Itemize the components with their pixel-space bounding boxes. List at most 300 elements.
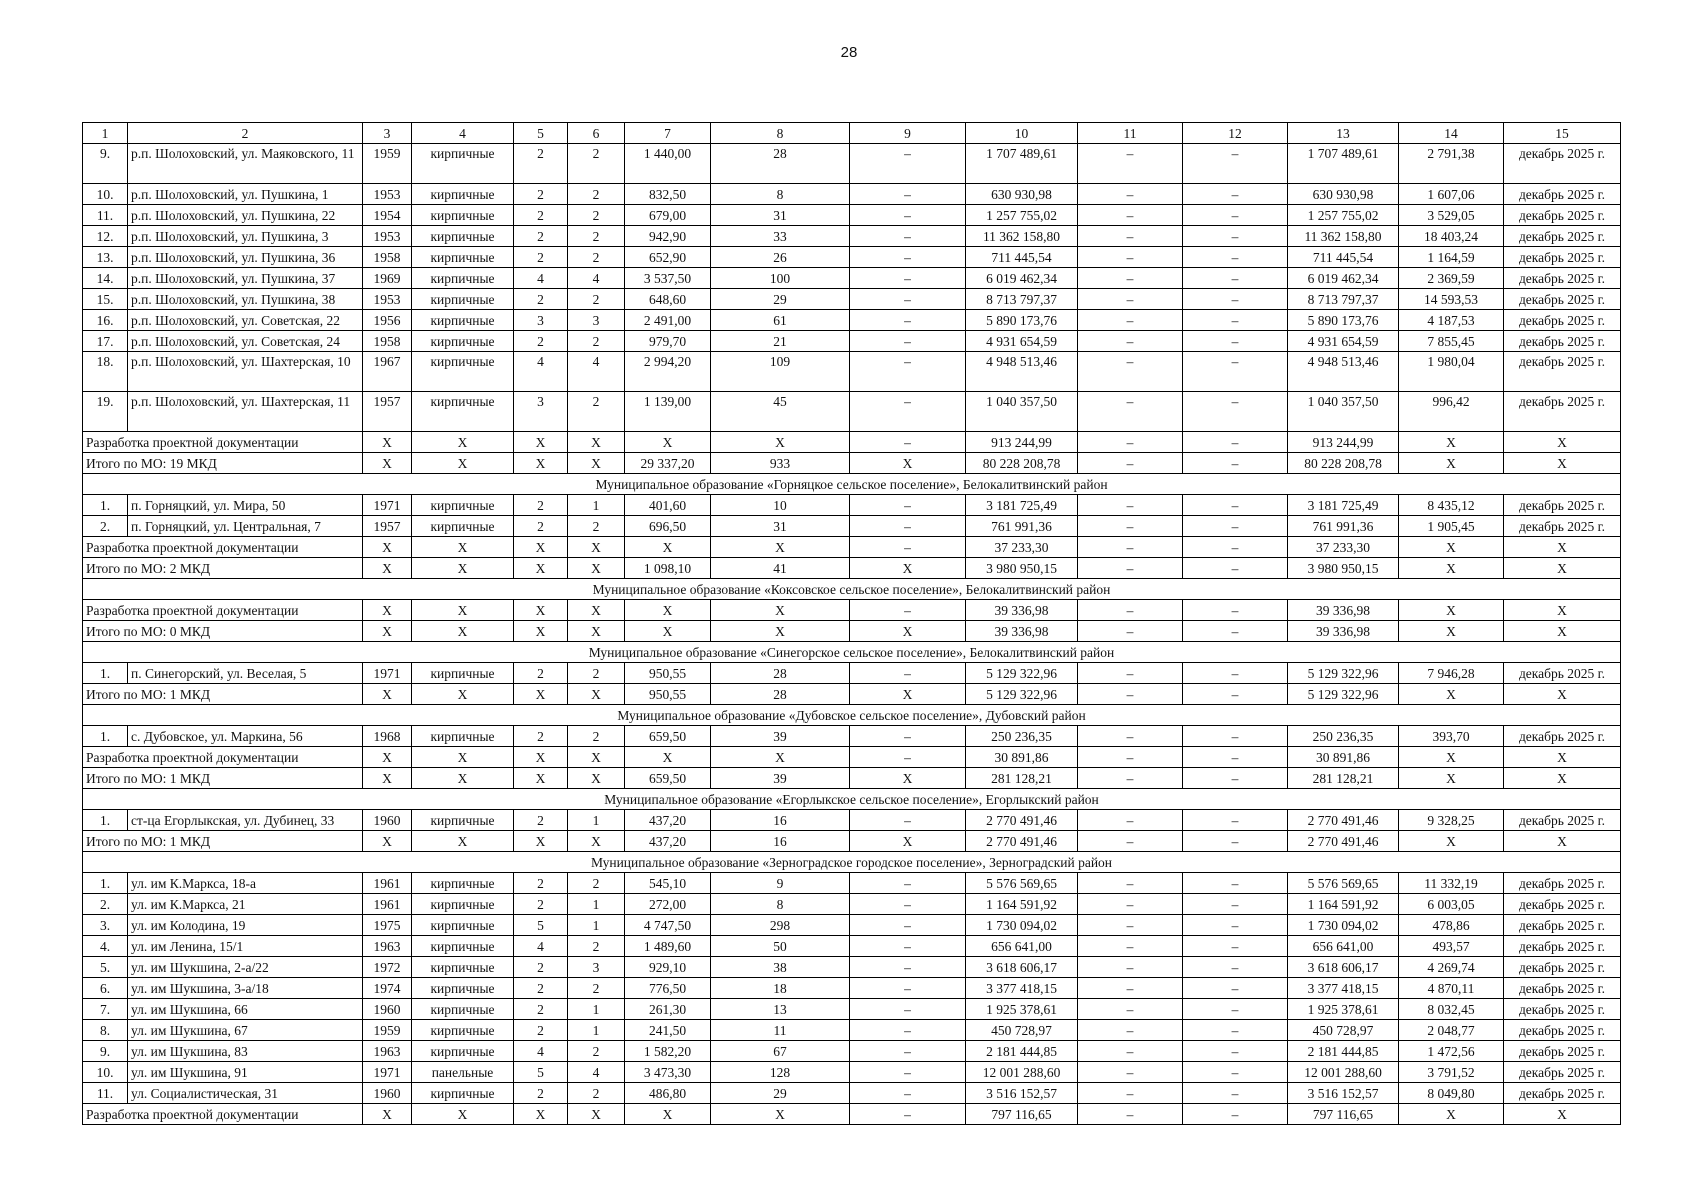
summary-cell-col-5: X — [514, 558, 568, 579]
cell-col-6: 3 — [568, 310, 625, 331]
summary-cell-col-13: 5 129 322,96 — [1288, 684, 1399, 705]
summary-cell-col-9: X — [850, 831, 966, 852]
cell-col-15: декабрь 2025 г. — [1504, 915, 1621, 936]
cell-col-5: 5 — [514, 915, 568, 936]
cell-col-7: 1 440,00 — [625, 144, 711, 184]
address-cell: п. Синегорский, ул. Веселая, 5 — [128, 663, 363, 684]
cell-col-9: – — [850, 495, 966, 516]
row-number-cell: 19. — [83, 392, 128, 432]
cell-col-10: 450 728,97 — [966, 1020, 1078, 1041]
summary-cell-col-14: X — [1399, 600, 1504, 621]
cell-col-9: – — [850, 331, 966, 352]
cell-col-3: 1957 — [363, 516, 412, 537]
summary-cell-col-8: X — [711, 747, 850, 768]
cell-col-5: 2 — [514, 1083, 568, 1104]
cell-col-13: 8 713 797,37 — [1288, 289, 1399, 310]
cell-col-13: 1 707 489,61 — [1288, 144, 1399, 184]
column-number-15: 15 — [1504, 123, 1621, 144]
cell-col-9: – — [850, 999, 966, 1020]
cell-col-13: 5 576 569,65 — [1288, 873, 1399, 894]
cell-col-7: 2 491,00 — [625, 310, 711, 331]
cell-col-15: декабрь 2025 г. — [1504, 495, 1621, 516]
cell-col-12: – — [1183, 226, 1288, 247]
cell-col-4: кирпичные — [412, 268, 514, 289]
cell-col-14: 3 529,05 — [1399, 205, 1504, 226]
cell-col-4: кирпичные — [412, 894, 514, 915]
summary-cell-col-11: – — [1078, 747, 1183, 768]
cell-col-8: 9 — [711, 873, 850, 894]
summary-cell-col-14: X — [1399, 768, 1504, 789]
summary-cell-col-7: X — [625, 432, 711, 453]
cell-col-8: 67 — [711, 1041, 850, 1062]
cell-col-8: 11 — [711, 1020, 850, 1041]
cell-col-7: 942,90 — [625, 226, 711, 247]
cell-col-11: – — [1078, 289, 1183, 310]
cell-col-10: 1 164 591,92 — [966, 894, 1078, 915]
summary-cell-col-5: X — [514, 600, 568, 621]
cell-col-12: – — [1183, 1041, 1288, 1062]
address-cell: р.п. Шолоховский, ул. Маяковского, 11 — [128, 144, 363, 184]
cell-col-3: 1967 — [363, 352, 412, 392]
summary-cell-col-7: X — [625, 600, 711, 621]
summary-row — [83, 831, 1621, 852]
summary-label: Разработка проектной документации — [83, 747, 363, 768]
summary-cell-col-15: X — [1504, 432, 1621, 453]
summary-cell-col-5: X — [514, 684, 568, 705]
cell-col-9: – — [850, 352, 966, 392]
summary-cell-col-8: X — [711, 1104, 850, 1125]
cell-col-5: 4 — [514, 936, 568, 957]
cell-col-10: 3 181 725,49 — [966, 495, 1078, 516]
table-row — [83, 810, 1621, 831]
cell-col-15: декабрь 2025 г. — [1504, 873, 1621, 894]
cell-col-13: 3 516 152,57 — [1288, 1083, 1399, 1104]
cell-col-11: – — [1078, 894, 1183, 915]
column-number-9: 9 — [850, 123, 966, 144]
cell-col-7: 648,60 — [625, 289, 711, 310]
cell-col-11: – — [1078, 392, 1183, 432]
table-row — [83, 663, 1621, 684]
table-row — [83, 392, 1621, 432]
summary-cell-col-9: X — [850, 768, 966, 789]
summary-cell-col-14: X — [1399, 558, 1504, 579]
cell-col-5: 2 — [514, 184, 568, 205]
cell-col-14: 393,70 — [1399, 726, 1504, 747]
summary-cell-col-4: X — [412, 453, 514, 474]
cell-col-10: 1 925 378,61 — [966, 999, 1078, 1020]
cell-col-6: 2 — [568, 1041, 625, 1062]
cell-col-4: кирпичные — [412, 289, 514, 310]
cell-col-14: 1 980,04 — [1399, 352, 1504, 392]
cell-col-4: кирпичные — [412, 392, 514, 432]
cell-col-10: 3 618 606,17 — [966, 957, 1078, 978]
cell-col-7: 776,50 — [625, 978, 711, 999]
summary-cell-col-11: – — [1078, 558, 1183, 579]
cell-col-3: 1959 — [363, 1020, 412, 1041]
table-row — [83, 1062, 1621, 1083]
cell-col-5: 2 — [514, 331, 568, 352]
cell-col-8: 31 — [711, 516, 850, 537]
cell-col-4: кирпичные — [412, 1083, 514, 1104]
cell-col-15: декабрь 2025 г. — [1504, 1062, 1621, 1083]
cell-col-9: – — [850, 915, 966, 936]
summary-cell-col-5: X — [514, 537, 568, 558]
cell-col-14: 14 593,53 — [1399, 289, 1504, 310]
cell-col-7: 1 489,60 — [625, 936, 711, 957]
cell-col-4: кирпичные — [412, 873, 514, 894]
summary-cell-col-11: – — [1078, 684, 1183, 705]
cell-col-5: 2 — [514, 810, 568, 831]
cell-col-8: 33 — [711, 226, 850, 247]
cell-col-5: 2 — [514, 495, 568, 516]
summary-cell-col-8: 16 — [711, 831, 850, 852]
cell-col-7: 696,50 — [625, 516, 711, 537]
cell-col-3: 1960 — [363, 1083, 412, 1104]
address-cell: с. Дубовское, ул. Маркина, 56 — [128, 726, 363, 747]
cell-col-6: 2 — [568, 247, 625, 268]
cell-col-4: кирпичные — [412, 1041, 514, 1062]
summary-cell-col-3: X — [363, 558, 412, 579]
cell-col-11: – — [1078, 247, 1183, 268]
section-title: Муниципальное образование «Дубовское сельское поселение», Дубовский район — [83, 705, 1621, 726]
summary-cell-col-12: – — [1183, 684, 1288, 705]
cell-col-12: – — [1183, 289, 1288, 310]
cell-col-12: – — [1183, 957, 1288, 978]
cell-col-6: 2 — [568, 873, 625, 894]
column-number-8: 8 — [711, 123, 850, 144]
cell-col-15: декабрь 2025 г. — [1504, 663, 1621, 684]
cell-col-14: 4 187,53 — [1399, 310, 1504, 331]
summary-cell-col-7: 437,20 — [625, 831, 711, 852]
summary-cell-col-12: – — [1183, 768, 1288, 789]
cell-col-15: декабрь 2025 г. — [1504, 1083, 1621, 1104]
cell-col-3: 1957 — [363, 392, 412, 432]
table-row — [83, 310, 1621, 331]
cell-col-8: 29 — [711, 1083, 850, 1104]
cell-col-13: 4 948 513,46 — [1288, 352, 1399, 392]
cell-col-6: 2 — [568, 936, 625, 957]
cell-col-10: 6 019 462,34 — [966, 268, 1078, 289]
cell-col-6: 2 — [568, 392, 625, 432]
cell-col-7: 652,90 — [625, 247, 711, 268]
cell-col-8: 29 — [711, 289, 850, 310]
cell-col-7: 545,10 — [625, 873, 711, 894]
cell-col-14: 4 269,74 — [1399, 957, 1504, 978]
cell-col-11: – — [1078, 957, 1183, 978]
cell-col-4: кирпичные — [412, 184, 514, 205]
address-cell: ул. им Шукшина, 3-а/18 — [128, 978, 363, 999]
cell-col-13: 656 641,00 — [1288, 936, 1399, 957]
row-number-cell: 15. — [83, 289, 128, 310]
summary-cell-col-12: – — [1183, 558, 1288, 579]
row-number-cell: 9. — [83, 144, 128, 184]
row-number-cell: 17. — [83, 331, 128, 352]
summary-cell-col-11: – — [1078, 453, 1183, 474]
cell-col-5: 2 — [514, 1020, 568, 1041]
cell-col-15: декабрь 2025 г. — [1504, 144, 1621, 184]
table-row — [83, 352, 1621, 392]
cell-col-11: – — [1078, 999, 1183, 1020]
cell-col-8: 28 — [711, 144, 850, 184]
cell-col-6: 2 — [568, 726, 625, 747]
summary-cell-col-13: 281 128,21 — [1288, 768, 1399, 789]
cell-col-15: декабрь 2025 г. — [1504, 957, 1621, 978]
cell-col-6: 2 — [568, 331, 625, 352]
row-number-cell: 1. — [83, 726, 128, 747]
cell-col-14: 493,57 — [1399, 936, 1504, 957]
cell-col-11: – — [1078, 310, 1183, 331]
row-number-cell: 7. — [83, 999, 128, 1020]
cell-col-8: 298 — [711, 915, 850, 936]
address-cell: р.п. Шолоховский, ул. Пушкина, 38 — [128, 289, 363, 310]
table-row — [83, 289, 1621, 310]
cell-col-10: 5 576 569,65 — [966, 873, 1078, 894]
cell-col-7: 486,80 — [625, 1083, 711, 1104]
cell-col-4: кирпичные — [412, 331, 514, 352]
cell-col-14: 18 403,24 — [1399, 226, 1504, 247]
summary-cell-col-11: – — [1078, 537, 1183, 558]
summary-cell-col-13: 2 770 491,46 — [1288, 831, 1399, 852]
section-header-row — [83, 705, 1621, 726]
cell-col-3: 1953 — [363, 184, 412, 205]
summary-cell-col-10: 39 336,98 — [966, 621, 1078, 642]
cell-col-13: 1 164 591,92 — [1288, 894, 1399, 915]
cell-col-13: 1 040 357,50 — [1288, 392, 1399, 432]
address-cell: ул. им Шукшина, 2-а/22 — [128, 957, 363, 978]
cell-col-6: 2 — [568, 516, 625, 537]
summary-cell-col-5: X — [514, 747, 568, 768]
cell-col-11: – — [1078, 936, 1183, 957]
summary-row — [83, 453, 1621, 474]
cell-col-15: декабрь 2025 г. — [1504, 352, 1621, 392]
cell-col-7: 1 139,00 — [625, 392, 711, 432]
summary-row — [83, 621, 1621, 642]
cell-col-8: 39 — [711, 726, 850, 747]
column-number-14: 14 — [1399, 123, 1504, 144]
cell-col-5: 2 — [514, 978, 568, 999]
summary-cell-col-7: X — [625, 1104, 711, 1125]
address-cell: р.п. Шолоховский, ул. Советская, 24 — [128, 331, 363, 352]
cell-col-13: 1 257 755,02 — [1288, 205, 1399, 226]
summary-cell-col-10: 39 336,98 — [966, 600, 1078, 621]
summary-cell-col-13: 913 244,99 — [1288, 432, 1399, 453]
summary-cell-col-11: – — [1078, 600, 1183, 621]
cell-col-10: 8 713 797,37 — [966, 289, 1078, 310]
cell-col-6: 2 — [568, 289, 625, 310]
cell-col-3: 1963 — [363, 1041, 412, 1062]
summary-label: Итого по МО: 1 МКД — [83, 831, 363, 852]
cell-col-9: – — [850, 810, 966, 831]
column-number-1: 1 — [83, 123, 128, 144]
summary-cell-col-10: 797 116,65 — [966, 1104, 1078, 1125]
cell-col-3: 1972 — [363, 957, 412, 978]
cell-col-9: – — [850, 936, 966, 957]
summary-cell-col-6: X — [568, 453, 625, 474]
cell-col-3: 1961 — [363, 873, 412, 894]
cell-col-6: 4 — [568, 352, 625, 392]
summary-cell-col-7: 659,50 — [625, 768, 711, 789]
summary-cell-col-3: X — [363, 621, 412, 642]
cell-col-15: декабрь 2025 г. — [1504, 810, 1621, 831]
cell-col-12: – — [1183, 144, 1288, 184]
summary-cell-col-8: 933 — [711, 453, 850, 474]
cell-col-13: 1 925 378,61 — [1288, 999, 1399, 1020]
cell-col-10: 5 129 322,96 — [966, 663, 1078, 684]
address-cell: р.п. Шолоховский, ул. Пушкина, 22 — [128, 205, 363, 226]
cell-col-13: 2 770 491,46 — [1288, 810, 1399, 831]
cell-col-5: 2 — [514, 226, 568, 247]
cell-col-4: кирпичные — [412, 999, 514, 1020]
address-cell: п. Горняцкий, ул. Центральная, 7 — [128, 516, 363, 537]
summary-row — [83, 768, 1621, 789]
cell-col-10: 250 236,35 — [966, 726, 1078, 747]
table-row — [83, 894, 1621, 915]
cell-col-3: 1956 — [363, 310, 412, 331]
cell-col-6: 1 — [568, 915, 625, 936]
cell-col-12: – — [1183, 247, 1288, 268]
cell-col-5: 5 — [514, 1062, 568, 1083]
cell-col-5: 4 — [514, 1041, 568, 1062]
summary-label: Итого по МО: 2 МКД — [83, 558, 363, 579]
cell-col-3: 1958 — [363, 247, 412, 268]
cell-col-5: 2 — [514, 894, 568, 915]
summary-cell-col-8: X — [711, 600, 850, 621]
cell-col-10: 2 770 491,46 — [966, 810, 1078, 831]
cell-col-9: – — [850, 957, 966, 978]
summary-cell-col-3: X — [363, 684, 412, 705]
summary-cell-col-12: – — [1183, 453, 1288, 474]
cell-col-7: 3 473,30 — [625, 1062, 711, 1083]
cell-col-13: 711 445,54 — [1288, 247, 1399, 268]
summary-label: Разработка проектной документации — [83, 537, 363, 558]
cell-col-4: кирпичные — [412, 516, 514, 537]
summary-cell-col-5: X — [514, 621, 568, 642]
summary-cell-col-9: – — [850, 537, 966, 558]
summary-cell-col-14: X — [1399, 537, 1504, 558]
cell-col-14: 1 472,56 — [1399, 1041, 1504, 1062]
cell-col-10: 4 931 654,59 — [966, 331, 1078, 352]
summary-cell-col-5: X — [514, 768, 568, 789]
cell-col-6: 4 — [568, 1062, 625, 1083]
cell-col-3: 1971 — [363, 495, 412, 516]
summary-cell-col-7: 1 098,10 — [625, 558, 711, 579]
summary-cell-col-7: X — [625, 747, 711, 768]
cell-col-15: декабрь 2025 г. — [1504, 247, 1621, 268]
table-body — [83, 144, 1621, 1125]
cell-col-14: 2 048,77 — [1399, 1020, 1504, 1041]
table-row — [83, 957, 1621, 978]
cell-col-9: – — [850, 205, 966, 226]
column-number-2: 2 — [128, 123, 363, 144]
cell-col-8: 8 — [711, 184, 850, 205]
summary-cell-col-14: X — [1399, 684, 1504, 705]
cell-col-4: кирпичные — [412, 247, 514, 268]
cell-col-10: 1 707 489,61 — [966, 144, 1078, 184]
summary-cell-col-11: – — [1078, 831, 1183, 852]
cell-col-9: – — [850, 1020, 966, 1041]
summary-cell-col-3: X — [363, 537, 412, 558]
cell-col-14: 1 607,06 — [1399, 184, 1504, 205]
cell-col-8: 45 — [711, 392, 850, 432]
summary-cell-col-4: X — [412, 768, 514, 789]
summary-label: Разработка проектной документации — [83, 600, 363, 621]
summary-cell-col-11: – — [1078, 1104, 1183, 1125]
column-number-row — [83, 123, 1621, 144]
cell-col-6: 1 — [568, 1020, 625, 1041]
summary-cell-col-6: X — [568, 621, 625, 642]
cell-col-13: 6 019 462,34 — [1288, 268, 1399, 289]
row-number-cell: 14. — [83, 268, 128, 289]
address-cell: п. Горняцкий, ул. Мира, 50 — [128, 495, 363, 516]
cell-col-14: 2 369,59 — [1399, 268, 1504, 289]
row-number-cell: 4. — [83, 936, 128, 957]
summary-cell-col-14: X — [1399, 453, 1504, 474]
summary-cell-col-14: X — [1399, 432, 1504, 453]
row-number-cell: 13. — [83, 247, 128, 268]
cell-col-14: 2 791,38 — [1399, 144, 1504, 184]
cell-col-11: – — [1078, 331, 1183, 352]
cell-col-13: 5 890 173,76 — [1288, 310, 1399, 331]
cell-col-13: 3 377 418,15 — [1288, 978, 1399, 999]
summary-cell-col-15: X — [1504, 1104, 1621, 1125]
column-number-3: 3 — [363, 123, 412, 144]
cell-col-11: – — [1078, 144, 1183, 184]
cell-col-12: – — [1183, 873, 1288, 894]
section-header-row — [83, 852, 1621, 873]
summary-label: Итого по МО: 1 МКД — [83, 768, 363, 789]
summary-cell-col-4: X — [412, 600, 514, 621]
summary-cell-col-9: X — [850, 684, 966, 705]
cell-col-15: декабрь 2025 г. — [1504, 978, 1621, 999]
summary-cell-col-3: X — [363, 600, 412, 621]
address-cell: ул. им Шукшина, 67 — [128, 1020, 363, 1041]
cell-col-15: декабрь 2025 г. — [1504, 310, 1621, 331]
cell-col-6: 1 — [568, 810, 625, 831]
cell-col-6: 4 — [568, 268, 625, 289]
cell-col-14: 7 946,28 — [1399, 663, 1504, 684]
cell-col-3: 1953 — [363, 226, 412, 247]
cell-col-14: 4 870,11 — [1399, 978, 1504, 999]
cell-col-5: 4 — [514, 268, 568, 289]
page-number: 28 — [840, 44, 858, 61]
cell-col-11: – — [1078, 226, 1183, 247]
row-number-cell: 2. — [83, 894, 128, 915]
summary-cell-col-12: – — [1183, 831, 1288, 852]
summary-label: Итого по МО: 1 МКД — [83, 684, 363, 705]
cell-col-11: – — [1078, 1062, 1183, 1083]
summary-cell-col-13: 39 336,98 — [1288, 621, 1399, 642]
cell-col-5: 2 — [514, 999, 568, 1020]
cell-col-6: 2 — [568, 144, 625, 184]
column-number-13: 13 — [1288, 123, 1399, 144]
cell-col-12: – — [1183, 915, 1288, 936]
summary-row — [83, 558, 1621, 579]
table-row — [83, 226, 1621, 247]
cell-col-3: 1975 — [363, 915, 412, 936]
summary-cell-col-13: 37 233,30 — [1288, 537, 1399, 558]
cell-col-5: 3 — [514, 310, 568, 331]
cell-col-9: – — [850, 978, 966, 999]
cell-col-6: 3 — [568, 957, 625, 978]
cell-col-8: 28 — [711, 663, 850, 684]
cell-col-13: 3 181 725,49 — [1288, 495, 1399, 516]
cell-col-3: 1971 — [363, 663, 412, 684]
cell-col-9: – — [850, 144, 966, 184]
cell-col-11: – — [1078, 726, 1183, 747]
table-row — [83, 268, 1621, 289]
section-title: Муниципальное образование «Зерноградское городское поселение», Зерноградский район — [83, 852, 1621, 873]
cell-col-9: – — [850, 289, 966, 310]
